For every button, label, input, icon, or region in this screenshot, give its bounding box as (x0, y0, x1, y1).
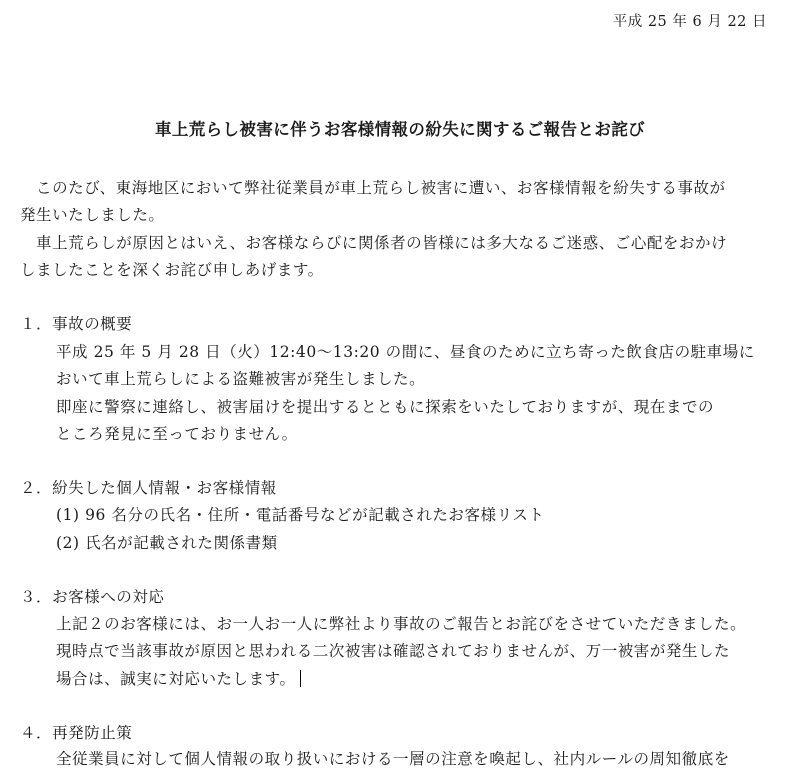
intro-line: 車上荒らしが原因とはいえ、お客様ならびに関係者の皆様には多大なるご迷惑、ご心配をおかけ (20, 234, 728, 252)
section-1-line: おいて車上荒らしによる盗難被害が発生しました。 (56, 370, 426, 388)
section-heading-3: ３．お客様への対応 (20, 588, 165, 606)
section-heading-4: ４．再発防止策 (20, 724, 133, 742)
intro-line: このたび、東海地区において弊社従業員が車上荒らし被害に遭い、お客様情報を紛失する事故が (20, 179, 726, 197)
section-3-line: 場合は、誠実に対応いたします。 (56, 670, 296, 688)
section-heading-1: １．事故の概要 (20, 315, 133, 333)
section-1-line: ところ発見に至っておりません。 (56, 425, 298, 443)
intro-line: しましたことを深くお詫び申しあげます。 (20, 261, 324, 279)
section-1-line: 平成 25 年 5 月 28 日（火）12:40～13:20 の間に、昼食のために立ち寄った飲食店の駐車場に (56, 343, 755, 361)
section-1-line: 即座に警察に連絡し、被害届けを提出するとともに探索をいたしておりますが、現在までの (56, 398, 715, 416)
document-title: 車上荒らし被害に伴うお客様情報の紛失に関するご報告とお詫び (154, 120, 646, 139)
section-3-line: 上記２のお客様には、お一人お一人に弊社より事故のご報告とお詫びをさせていただきました。 (56, 615, 747, 633)
section-2-line: (1) 96 名分の氏名・住所・電話番号などが記載されたお客様リスト (56, 506, 545, 524)
section-heading-2: ２．紛失した個人情報・お客様情報 (20, 479, 277, 497)
section-3-line: 現時点で当該事故が原因と思われる二次被害は確認されておりませんが、万一被害が発生した (56, 642, 731, 660)
section-3-last-line[interactable] (56, 669, 301, 689)
section-4-line: 全従業員に対して個人情報の取り扱いにおける一層の注意を喚起し、社内ルールの周知徹底を (56, 750, 730, 768)
document-date: 平成 25 年 6 月 22 日 (612, 14, 767, 30)
text-cursor (300, 670, 301, 687)
section-2-line: (2) 氏名が記載された関係書類 (56, 534, 278, 552)
intro-line: 発生いたしました。 (20, 206, 165, 224)
